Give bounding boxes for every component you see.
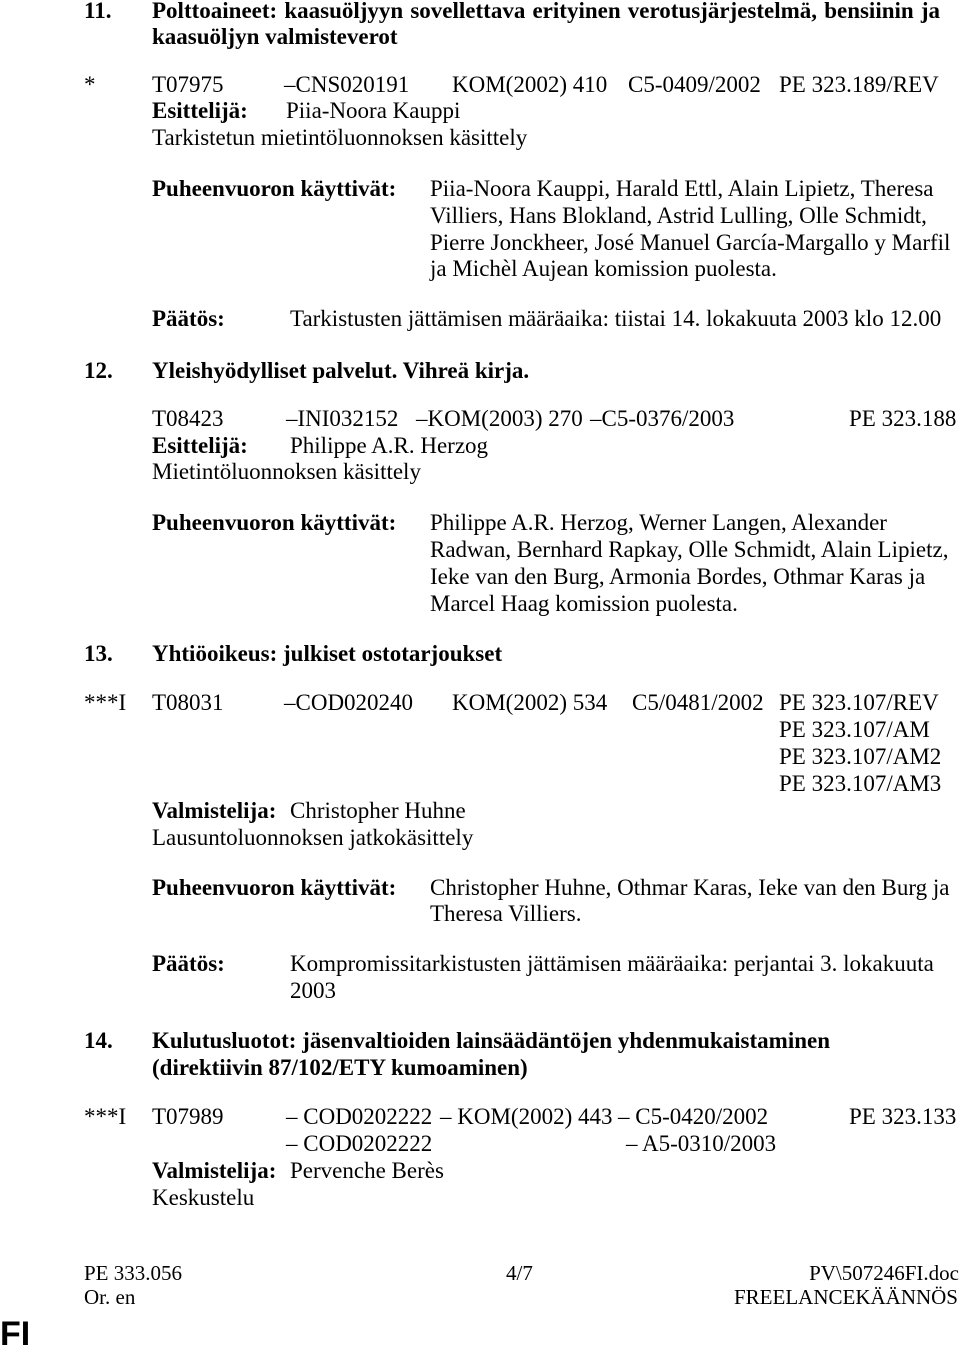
item-title-line: Yleishyödylliset palvelut. Vihreä kirja. (152, 358, 530, 383)
decision-line: Kompromissitarkistusten jättämisen määräaika: perjantai 3. lokakuuta (290, 951, 934, 976)
rapporteur-name: Philippe A.R. Herzog (290, 433, 489, 458)
pe-reference: PE 323.189/REV (779, 72, 939, 97)
speakers-line: Theresa Villiers. (430, 901, 582, 926)
item-title-line: Polttoaineet: kaasuöljyyn sovellettava erityinen verotusjärjestelmä, bensiinin ja (152, 0, 940, 23)
pe-reference: PE 323.107/REV (779, 690, 939, 715)
agenda-document-code: T07989 (152, 1104, 224, 1129)
speakers-line: Philippe A.R. Herzog, Werner Langen, Alexander (430, 510, 887, 535)
pe-reference: PE 323.133 (849, 1104, 957, 1129)
item-title-line: (direktiivin 87/102/ETY kumoaminen) (152, 1055, 528, 1080)
agenda-document-code: T07975 (152, 72, 224, 97)
speakers-label: Puheenvuoron käyttivät: (152, 510, 397, 535)
item-number: 14. (84, 1028, 113, 1053)
report-document: – A5-0310/2003 (626, 1131, 777, 1156)
speakers-line: Pierre Jonckheer, José Manuel García-Margallo y Marfil (430, 230, 951, 255)
council-document: C5/0481/2002 (632, 690, 764, 715)
decision-line: 2003 (290, 978, 336, 1003)
procedure-stage: Keskustelu (152, 1185, 255, 1210)
procedure-marker: * (84, 72, 96, 97)
speakers-label: Puheenvuoron käyttivät: (152, 875, 397, 900)
council-document: – C5-0420/2002 (618, 1104, 769, 1129)
agenda-document-code: T08423 (152, 406, 224, 431)
procedure-marker: ***I (84, 1104, 127, 1129)
footer-translation-note: FREELANCEKÄÄNNÖS (733, 1285, 958, 1309)
speakers-line: Marcel Haag komission puolesta. (430, 591, 738, 616)
rapporteur-name: Christopher Huhne (290, 798, 466, 823)
footer-file-name: PV\507246FI.doc (809, 1261, 959, 1285)
pe-reference: PE 323.107/AM2 (779, 744, 942, 769)
council-document: –C5-0376/2003 (590, 406, 735, 431)
commission-document: – KOM(2002) 443 (440, 1104, 613, 1129)
item-title-line: Kulutusluotot: jäsenvaltioiden lainsäädäntöjen yhdenmukaistaminen (152, 1028, 830, 1053)
item-number: 11. (84, 0, 112, 23)
item-title-line: kaasuöljyn valmisteverot (152, 24, 398, 49)
item-number: 12. (84, 358, 113, 383)
decision-line: Tarkistusten jättämisen määräaika: tiistai 14. lokakuuta 2003 klo 12.00 (290, 306, 942, 331)
footer-original-language: Or. en (84, 1285, 136, 1309)
speakers-line: Ieke van den Burg, Armonia Bordes, Othmar Karas ja (430, 564, 926, 589)
speakers-line: Christopher Huhne, Othmar Karas, Ieke van den Burg ja (430, 875, 950, 900)
procedure-stage: Mietintöluonnoksen käsittely (152, 459, 421, 484)
footer-page-number: 4/7 (506, 1261, 533, 1285)
rapporteur-label: Esittelijä: (152, 98, 248, 123)
commission-document: KOM(2002) 534 (452, 690, 608, 715)
speakers-label: Puheenvuoron käyttivät: (152, 176, 397, 201)
procedure-number: – COD0202222 (286, 1104, 433, 1129)
commission-document: KOM(2002) 410 (452, 72, 608, 97)
commission-document: –KOM(2003) 270 (416, 406, 583, 431)
speakers-line: Villiers, Hans Blokland, Astrid Lulling, Olle Schmidt, (430, 203, 927, 228)
item-number: 13. (84, 641, 113, 666)
speakers-line: ja Michèl Aujean komission puolesta. (430, 256, 777, 281)
rapporteur-label: Valmistelija: (152, 798, 277, 823)
rapporteur-label: Valmistelija: (152, 1158, 277, 1183)
speakers-line: Piia-Noora Kauppi, Harald Ettl, Alain Lipietz, Theresa (430, 176, 934, 201)
procedure-stage: Lausuntoluonnoksen jatkokäsittely (152, 825, 474, 850)
decision-label: Päätös: (152, 306, 225, 331)
language-tag: FI (0, 1315, 31, 1351)
pe-reference: PE 323.107/AM (779, 717, 930, 742)
decision-label: Päätös: (152, 951, 225, 976)
speakers-line: Radwan, Bernhard Rapkay, Olle Schmidt, Alain Lipietz, (430, 537, 949, 562)
pe-reference: PE 323.107/AM3 (779, 771, 942, 796)
rapporteur-name: Piia-Noora Kauppi (286, 98, 461, 123)
pe-reference: PE 323.188 (849, 406, 957, 431)
procedure-number: –INI032152 (286, 406, 399, 431)
procedure-number: – COD0202222 (286, 1131, 433, 1156)
rapporteur-label: Esittelijä: (152, 433, 248, 458)
council-document: C5-0409/2002 (628, 72, 761, 97)
procedure-marker: ***I (84, 690, 127, 715)
procedure-number: –COD020240 (284, 690, 414, 715)
procedure-number: –CNS020191 (284, 72, 410, 97)
footer-document-reference: PE 333.056 (84, 1261, 183, 1285)
procedure-stage: Tarkistetun mietintöluonnoksen käsittely (152, 125, 528, 150)
agenda-document-code: T08031 (152, 690, 224, 715)
item-title-line: Yhtiöoikeus: julkiset ostotarjoukset (152, 641, 503, 666)
rapporteur-name: Pervenche Berès (290, 1158, 444, 1183)
